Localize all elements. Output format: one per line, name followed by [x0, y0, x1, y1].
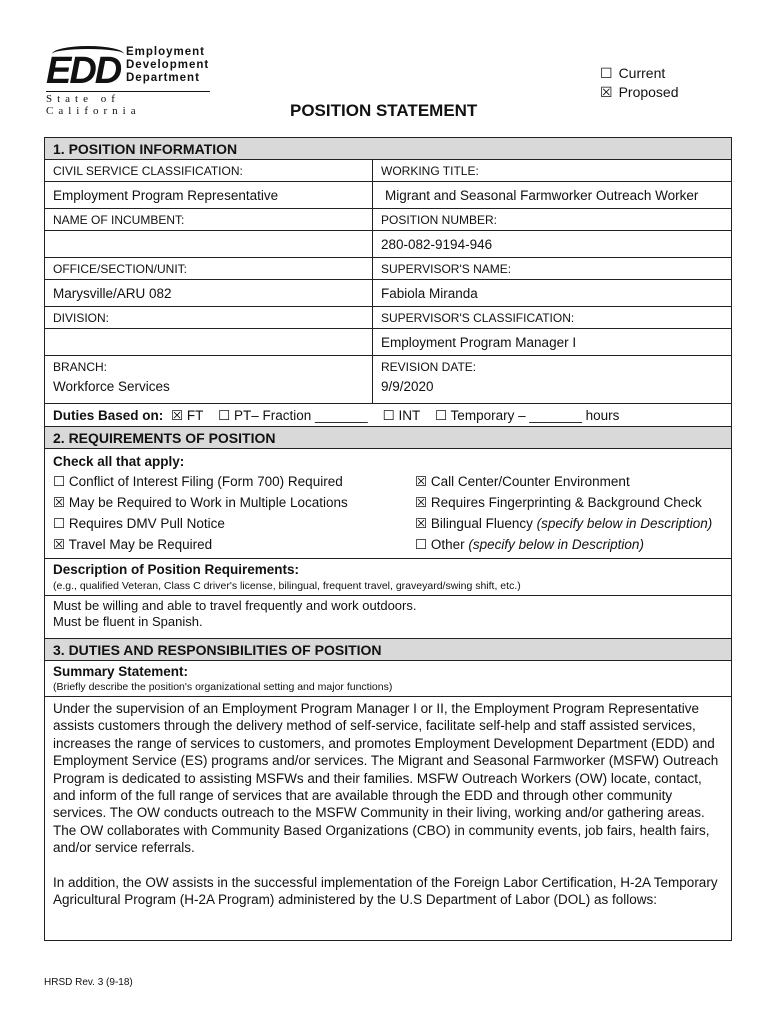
branch-field[interactable]: Workforce Services — [53, 379, 170, 394]
branch-label: BRANCH: — [53, 360, 108, 374]
page-title: POSITION STATEMENT — [290, 101, 478, 120]
requirements-right-column — [415, 471, 723, 555]
logo-state: State of California — [46, 91, 210, 117]
summary-field[interactable] — [45, 697, 731, 940]
summary-paragraph-1: Under the supervision of an Employment Program Manager I or II, the Employment Program Representative assists customers through the delivery method of self-service, facilitate self-help and staff assisted services, increases the range of services to customers, and promotes Employment Development Department (EDD) and Employment Service (ES) programs and/or services. The Migrant and Seasonal Farmworker (MSFW) Outreach Program is dedicated to assisting MSFWs and their families. MSFW Outreach Workers (OW) locate, contact, and inform of the full range of services that are available through the EDD and through other community services. The OW conducts outreach to the MSFW Community in their living, working and/or gathering areas. The OW collaborates with Community Based Organizations (CBO) in community events, job fairs, health fairs, and/or service referrals. — [53, 701, 719, 856]
checkbox-checked-icon[interactable]: ☒ — [600, 84, 613, 100]
duties-based-label: Duties Based on: — [53, 408, 164, 423]
position-number-field[interactable]: 280-082-9194-946 — [373, 231, 731, 258]
description-hint: (e.g., qualified Veteran, Class C driver's license, bilingual, frequent travel, graveyard/swing shift, etc.) — [53, 580, 521, 592]
logo-line-1: Employment — [126, 46, 206, 58]
supervisor-name-field[interactable]: Fabiola Miranda — [373, 280, 731, 307]
logo-line-2: Development — [126, 59, 210, 71]
section-2-heading: 2. REQUIREMENTS OF POSITION — [45, 427, 731, 449]
check-all-label: Check all that apply: — [53, 454, 185, 469]
office-field[interactable]: Marysville/ARU 082 — [45, 280, 373, 307]
summary-hint: (Briefly describe the position's organizational setting and major functions) — [53, 681, 393, 693]
revision-cell — [373, 356, 731, 404]
req-call-center-text: ☒ Call Center/Counter Environment — [415, 474, 630, 489]
division-field[interactable] — [45, 329, 373, 356]
logo-abbrev: EDD — [46, 50, 121, 92]
supervisor-name-label: SUPERVISOR'S NAME: — [373, 258, 731, 280]
description-line-2: Must be fluent in Spanish. — [53, 614, 203, 629]
status-current[interactable] — [600, 64, 679, 83]
req-other[interactable] — [415, 534, 723, 555]
edd-logo — [46, 44, 214, 117]
status-proposed[interactable] — [600, 83, 679, 102]
supervisor-class-label: SUPERVISOR'S CLASSIFICATION: — [373, 307, 731, 329]
req-fingerprinting-text: ☒ Requires Fingerprinting & Background Check — [415, 495, 702, 510]
summary-header — [45, 661, 731, 697]
description-field[interactable] — [45, 596, 731, 639]
office-label: OFFICE/SECTION/UNIT: — [45, 258, 373, 280]
working-title-field[interactable]: Migrant and Seasonal Farmworker Outreach Worker — [373, 182, 731, 209]
status-current-label: Current — [618, 65, 666, 81]
incumbent-field[interactable] — [45, 231, 373, 258]
status-options — [600, 64, 679, 102]
summary-title: Summary Statement: — [53, 664, 189, 679]
req-dmv-pull-notice[interactable]: ☐ Requires DMV Pull Notice — [53, 516, 225, 531]
req-travel[interactable]: ☒ Travel May be Required — [53, 537, 213, 552]
duties-options[interactable]: ☒ FT ☐ PT– Fraction _______ ☐ INT ☐ Temporary – _______ hours — [171, 408, 620, 423]
supervisor-class-field[interactable]: Employment Program Manager I — [373, 329, 731, 356]
summary-paragraph-2: In addition, the OW assists in the successful implementation of the Foreign Labor Certification, H-2A Temporary Agricultural Program (H-2A Program) administered by the U.S Department of Labor (DOL) as follows: — [53, 874, 718, 908]
branch-cell — [45, 356, 373, 404]
req-other-note: (specify below in Description) — [468, 537, 644, 552]
incumbent-label: NAME OF INCUMBENT: — [45, 209, 373, 231]
form-revision-footer: HRSD Rev. 3 (9-18) — [44, 977, 133, 988]
description-title: Description of Position Requirements: — [53, 562, 300, 577]
logo-line-3: Department — [126, 72, 200, 84]
section-1-heading: 1. POSITION INFORMATION — [45, 138, 731, 160]
section-3-heading: 3. DUTIES AND RESPONSIBILITIES OF POSITION — [45, 639, 731, 661]
req-bilingual-note: (specify below in Description) — [536, 516, 713, 531]
description-line-1: Must be willing and able to travel frequently and work outdoors. — [53, 598, 417, 613]
revision-date-field[interactable]: 9/9/2020 — [381, 379, 434, 394]
duties-based-row — [45, 404, 731, 427]
revision-label: REVISION DATE: — [381, 360, 477, 374]
description-header — [45, 559, 731, 596]
requirements-checklist — [45, 449, 731, 559]
req-conflict-of-interest[interactable]: ☐ Conflict of Interest Filing (Form 700) Required — [53, 474, 343, 489]
civil-service-label: CIVIL SERVICE CLASSIFICATION: — [45, 160, 373, 182]
req-bilingual[interactable] — [415, 513, 723, 534]
position-number-label: POSITION NUMBER: — [373, 209, 731, 231]
working-title-label: WORKING TITLE: — [373, 160, 731, 182]
position-statement-form — [44, 137, 732, 941]
checkbox-icon[interactable]: ☐ — [600, 65, 613, 81]
req-fingerprinting[interactable] — [415, 492, 723, 513]
req-call-center[interactable] — [415, 471, 723, 492]
status-proposed-label: Proposed — [618, 84, 679, 100]
logo-department-name — [126, 46, 209, 85]
req-bilingual-text: ☒ Bilingual Fluency — [415, 516, 537, 531]
req-multiple-locations[interactable]: ☒ May be Required to Work in Multiple Locations — [53, 495, 348, 510]
requirements-left-column — [53, 471, 415, 555]
req-other-text: ☐ Other — [415, 537, 469, 552]
civil-service-field[interactable]: Employment Program Representative — [45, 182, 373, 209]
division-label: DIVISION: — [45, 307, 373, 329]
position-info-grid — [45, 160, 731, 404]
